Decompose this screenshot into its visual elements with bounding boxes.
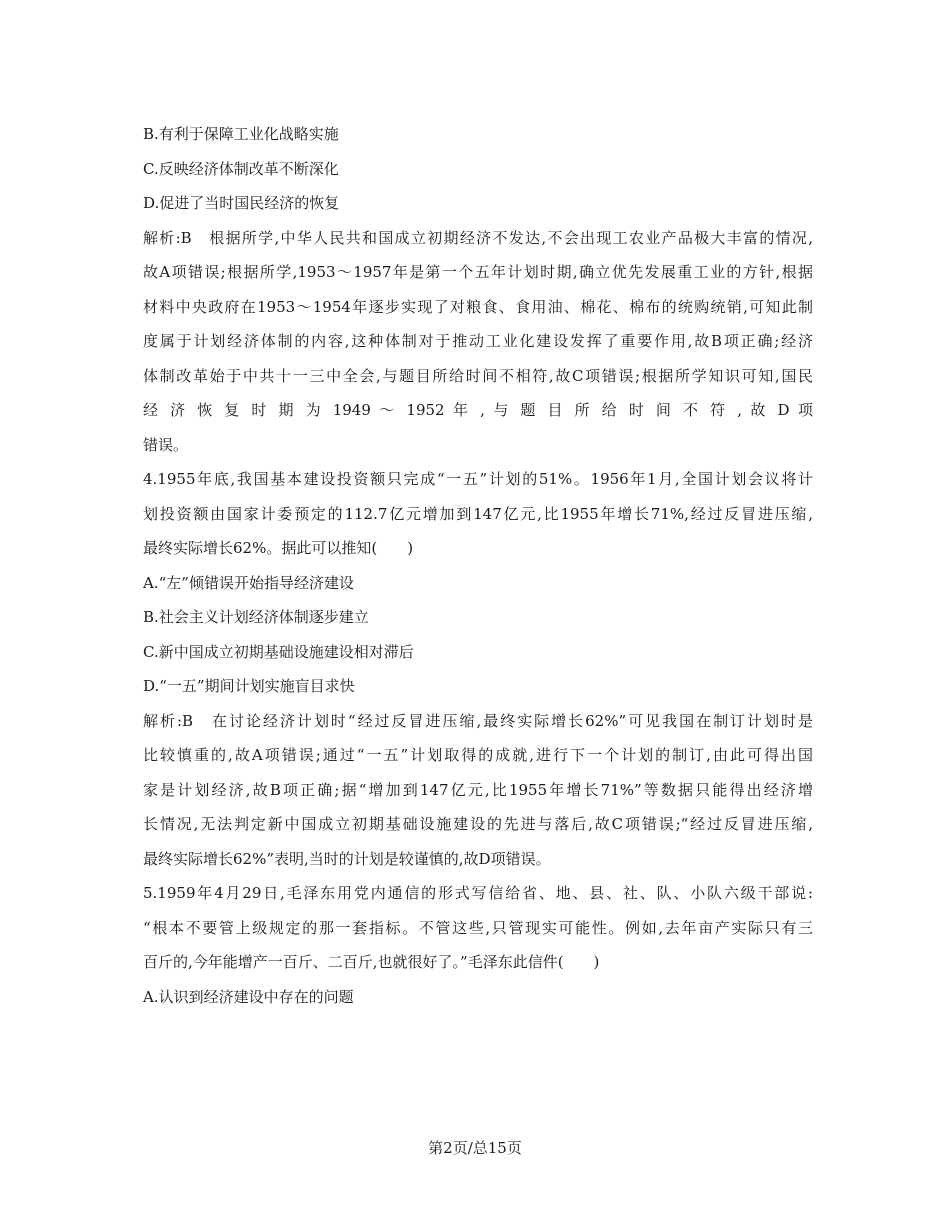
q3-analysis-line: 材料中央政府在1953～1954年逐步实现了对粮食、食用油、棉花、棉布的统购统销,可知此制 [143, 297, 813, 316]
q4-option-c: C.新中国成立初期基础设施建设相对滞后 [143, 642, 414, 661]
q5-stem-line: 百斤的,今年能增产一百斤、二百斤,也就很好了。”毛泽东此信件( ) [143, 953, 600, 971]
q3-option-c: C.反映经济体制改革不断深化 [143, 159, 339, 178]
page-content [143, 117, 813, 1014]
page-footer [0, 1138, 950, 1158]
q5-stem-line: “根本不要管上级规定的那一套指标。不管这些,只管现实可能性。例如,去年亩产实际只有三 [143, 918, 813, 937]
q4-analysis-line: 最终实际增长62%”表明,当时的计划是较谨慎的,故D项错误。 [143, 849, 551, 868]
q5-stem-line: 5.1959年4月29日,毛泽东用党内通信的形式写信给省、地、县、社、队、小队六级干部说: [143, 884, 813, 902]
q4-stem-line: 划投资额由国家计委预定的112.7亿元增加到147亿元,比1955年增长71%,经过反冒进压缩, [143, 504, 813, 523]
q4-option-d: D.“一五”期间计划实施盲目求快 [143, 677, 355, 695]
q4-analysis-line: 比较慎重的,故A项错误;通过“一五”计划取得的成就,进行下一个计划的制订,由此可得出国 [143, 746, 813, 764]
page-number: 第2页/总15页 [428, 1139, 522, 1157]
q4-stem-line: 最终实际增长62%。据此可以推知( ) [143, 539, 414, 557]
q3-analysis-line: 体制改革始于中共十一三中全会,与题目所给时间不相符,故C项错误;根据所学知识可知,国民 [143, 366, 813, 385]
q4-stem-line: 4.1955年底,我国基本建设投资额只完成“一五”计划的51%。1956年1月,全国计划会议将计 [143, 470, 813, 488]
q3-analysis-line: 度属于计划经济体制的内容,这种体制对于推动工业化建设发挥了重要作用,故B项正确;经济 [143, 332, 813, 350]
q3-option-d: D.促进了当时国民经济的恢复 [143, 194, 340, 212]
q3-analysis-line: 错误。 [143, 435, 189, 454]
q4-analysis-line: 家是计划经济,故B项正确;据“增加到147亿元,比1955年增长71%”等数据只能得出经济增 [143, 780, 813, 799]
q3-analysis-line: 经 济 恢 复 时 期 为 1949 ～ 1952 年 , 与 题 目 所 给 时 间 不 符 , 故 D 项 [143, 401, 813, 419]
q4-analysis-line: 长情况,无法判定新中国成立初期基础设施建设的先进与落后,故C项错误;“经过反冒进压缩, [143, 815, 813, 833]
q5-option-a: A.认识到经济建设中存在的问题 [143, 987, 354, 1006]
q3-option-b: B.有利于保障工业化战略实施 [143, 125, 339, 143]
q4-option-b: B.社会主义计划经济体制逐步建立 [143, 608, 369, 626]
q3-analysis-line: 解析:B 根据所学,中华人民共和国成立初期经济不发达,不会出现工农业产品极大丰富的情况, [143, 228, 813, 247]
q4-option-a: A.“左”倾错误开始指导经济建设 [143, 573, 354, 592]
q3-analysis-line: 故A项错误;根据所学,1953～1957年是第一个五年计划时期,确立优先发展重工业的方针,根据 [143, 263, 813, 281]
q4-analysis-line: 解析:B 在讨论经济计划时“经过反冒进压缩,最终实际增长62%”可见我国在制订计划时是 [143, 711, 813, 730]
